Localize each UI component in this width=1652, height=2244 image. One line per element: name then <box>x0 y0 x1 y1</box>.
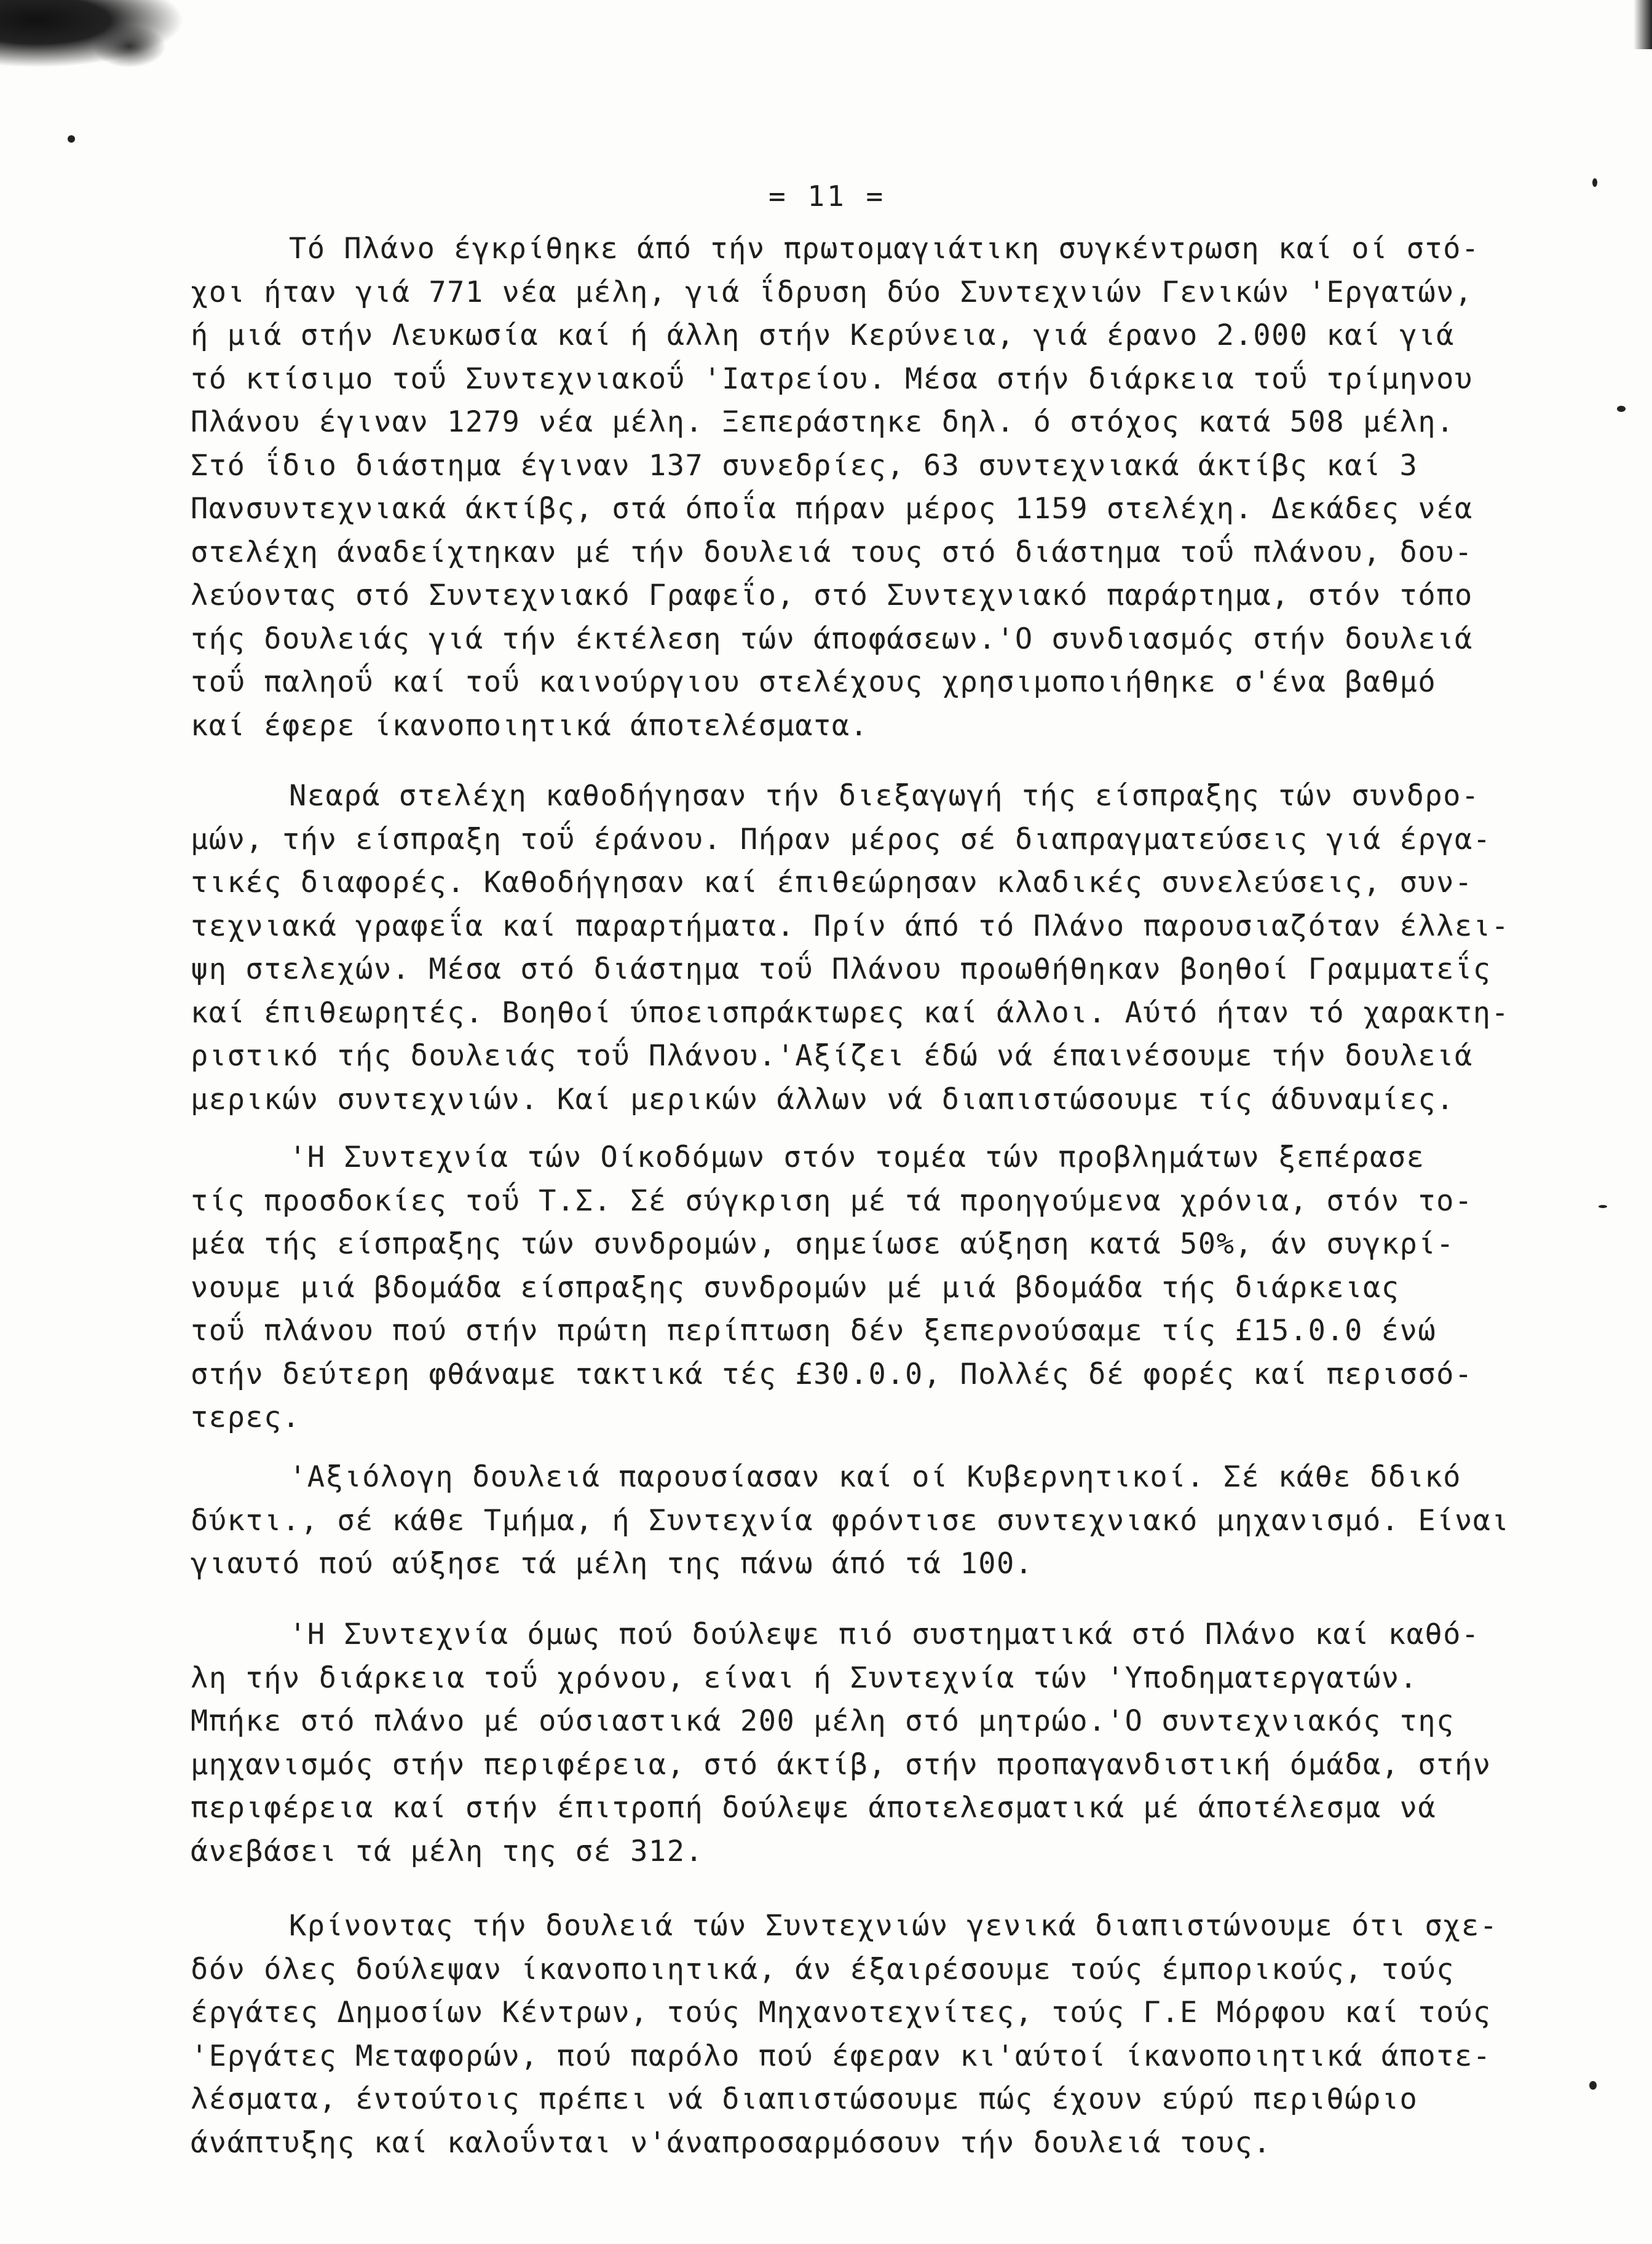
text-line: 'Η Συντεχνία τών Οίκοδόμων στόν τομέα τών προβλημάτων ξεπέρασε <box>289 1140 1425 1174</box>
text-line: τικές διαφορές. Καθοδήγησαν καί έπιθεώρησαν κλαδικές συνελεύσεις, συν- <box>191 866 1473 899</box>
text-line: έργάτες Δημοσίων Κέντρων, τούς Μηχανοτεχνίτες, τούς Γ.Ε Μόρφου καί τούς <box>191 1996 1492 2029</box>
scan-speck <box>1599 1205 1607 1208</box>
scan-speck <box>1617 406 1626 412</box>
text-line: τερες. <box>191 1401 301 1434</box>
text-line: δόν όλες δούλεψαν ίκανοποιητικά, άν έξαιρέσουμε τούς έμπορικούς, τούς <box>191 1952 1455 1986</box>
text-line: γιαυτό πού αύξησε τά μέλη της πάνω άπό τά 100. <box>191 1547 1033 1581</box>
scan-speck <box>1589 2081 1597 2090</box>
text-line: τοΰ παληοΰ καί τοΰ καινούργιου στελέχους χρησιμοποιήθηκε σ'ένα βαθμό <box>191 665 1437 699</box>
text-line: 'Αξιόλογη δουλειά παρουσίασαν καί οί Κυβερνητικοί. Σέ κάθε δδικό <box>289 1460 1461 1494</box>
text-line: χοι ήταν γιά 771 νέα μέλη, γιά ΐδρυση δύο Συντεχνιών Γενικών 'Εργατών, <box>191 275 1473 309</box>
text-line: νουμε μιά βδομάδα είσπραξης συνδρομών μέ μιά βδομάδα τής διάρκειας <box>191 1270 1400 1305</box>
text-line: άνάπτυξης καί καλοΰνται ν'άναπροσαρμόσουν τήν δουλειά τους. <box>191 2125 1271 2160</box>
paragraph-2 <box>191 775 1543 1121</box>
text-line: στήν δεύτερη φθάναμε τακτικά τές £30.0.0, Πολλές δέ φορές καί περισσό- <box>191 1357 1473 1391</box>
text-line: λεύοντας στό Συντεχνιακό Γραφεΐο, στό Συντεχνιακό παράρτημα, στόν τόπο <box>191 579 1473 612</box>
text-line: ή μιά στήν Λευκωσία καί ή άλλη στήν Κερύνεια, γιά έρανο 2.000 καί γιά <box>191 318 1455 352</box>
scan-corner-smudge-secondary <box>92 25 166 68</box>
text-line: μέα τής είσπραξης τών συνδρομών, σημείωσε αύξηση κατά 50%, άν συγκρί- <box>191 1227 1455 1261</box>
text-line: τής δουλειάς γιά τήν έκτέλεση τών άποφάσεων.'Ο συνδιασμός στήν δουλειά <box>191 622 1473 656</box>
text-line: τεχνιακά γραφεΐα καί παραρτήματα. Πρίν άπό τό Πλάνο παρουσιαζόταν έλλει- <box>191 909 1510 943</box>
scan-speck <box>1592 178 1597 187</box>
text-line: Πλάνου έγιναν 1279 νέα μέλη. Ξεπεράστηκε δηλ. ό στόχος κατά 508 μέλη. <box>191 405 1455 439</box>
paragraph-4 <box>191 1456 1543 1586</box>
paragraph-3 <box>191 1136 1543 1440</box>
text-line: Νεαρά στελέχη καθοδήγησαν τήν διεξαγωγή τής είσπραξης τών συνδρο- <box>289 779 1480 813</box>
text-line: ριστικό τής δουλειάς τοΰ Πλάνου.'Αξίζει έδώ νά έπαινέσουμε τήν δουλειά <box>191 1039 1473 1073</box>
page-number: = 11 = <box>769 180 886 213</box>
text-line: μηχανισμός στήν περιφέρεια, στό άκτίβ, στήν προπαγανδιστική όμάδα, στήν <box>191 1747 1492 1782</box>
text-line: τό κτίσιμο τοΰ Συντεχνιακοΰ 'Ιατρείου. Μέσα στήν διάρκεια τοΰ τρίμηνου <box>191 361 1473 396</box>
text-line: λη τήν διάρκεια τοΰ χρόνου, είναι ή Συντεχνία τών 'Υποδηματεργατών. <box>191 1661 1418 1695</box>
text-line: ψη στελεχών. Μέσα στό διάστημα τοΰ Πλάνου προωθήθηκαν βοηθοί Γραμματεΐς <box>191 952 1492 986</box>
text-line: Μπήκε στό πλάνο μέ ούσιαστικά 200 μέλη στό μητρώο.'Ο συντεχνιακός της <box>191 1704 1455 1738</box>
paragraph-6 <box>191 1905 1543 2165</box>
text-line: Πανσυντεχνιακά άκτίβς, στά όποΐα πήραν μέρος 1159 στελέχη. Δεκάδες νέα <box>191 492 1473 526</box>
scan-speck <box>68 135 75 143</box>
text-line: περιφέρεια καί στήν έπιτροπή δούλεψε άποτελεσματικά μέ άποτέλεσμα νά <box>191 1791 1437 1825</box>
text-line: μών, τήν είσπραξη τοΰ έράνου. Πήραν μέρος σέ διαπραγματεύσεις γιά έργα- <box>191 822 1492 856</box>
text-line: τοΰ πλάνου πού στήν πρώτη περίπτωση δέν ξεπερνούσαμε τίς £15.0.0 ένώ <box>191 1314 1437 1348</box>
text-line: Κρίνοντας τήν δουλειά τών Συντεχνιών γενικά διαπιστώνουμε ότι σχε- <box>289 1909 1498 1943</box>
scan-edge-mark <box>1634 0 1652 49</box>
text-line: άνεβάσει τά μέλη της σέ 312. <box>191 1834 704 1868</box>
text-line: 'Εργάτες Μεταφορών, πού παρόλο πού έφεραν κι'αύτοί ίκανοποιητικά άποτε- <box>191 2039 1492 2073</box>
text-line: μερικών συντεχνιών. Καί μερικών άλλων νά διαπιστώσουμε τίς άδυναμίες. <box>191 1082 1455 1116</box>
text-line: λέσματα, έντούτοις πρέπει νά διαπιστώσουμε πώς έχουν εύρύ περιθώριο <box>191 2082 1418 2116</box>
text-line: Τό Πλάνο έγκρίθηκε άπό τήν πρωτομαγιάτικη συγκέντρωση καί οί στό- <box>289 232 1480 266</box>
text-line: δύκτι., σέ κάθε Τμήμα, ή Συντεχνία φρόντισε συντεχνιακό μηχανισμό. Είναι <box>191 1503 1510 1538</box>
text-line: καί έφερε ίκανοποιητικά άποτελέσματα. <box>191 708 869 743</box>
text-line: στελέχη άναδείχτηκαν μέ τήν δουλειά τους στό διάστημα τοΰ πλάνου, δου- <box>191 535 1473 569</box>
text-line: 'Η Συντεχνία όμως πού δούλεψε πιό συστηματικά στό Πλάνο καί καθό- <box>289 1618 1480 1651</box>
paragraph-1 <box>191 227 1543 748</box>
text-line: τίς προσδοκίες τοΰ Τ.Σ. Σέ σύγκριση μέ τά προηγούμενα χρόνια, στόν το- <box>191 1183 1473 1218</box>
paragraph-5 <box>191 1613 1543 1873</box>
text-line: καί έπιθεωρητές. Βοηθοί ύποεισπράκτωρες καί άλλοι. Αύτό ήταν τό χαρακτη- <box>191 995 1510 1030</box>
text-line: Στό ΐδιο διάστημα έγιναν 137 συνεδρίες, 63 συντεχνιακά άκτίβς καί 3 <box>191 448 1418 483</box>
